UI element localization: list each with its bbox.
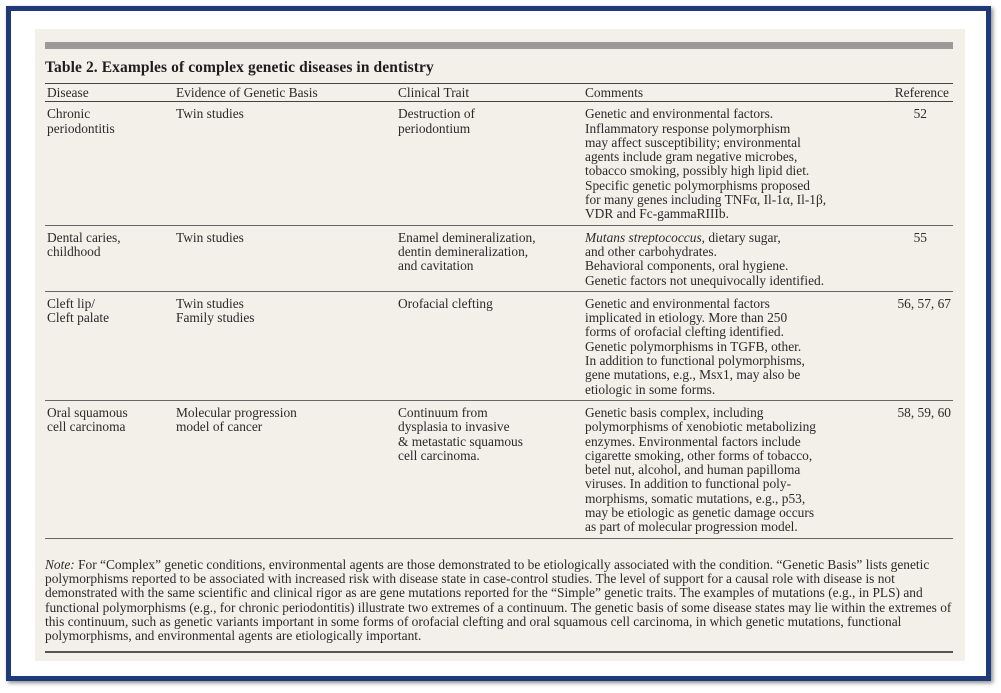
comments-cell (583, 225, 880, 291)
table-row (45, 225, 953, 291)
cell-line: Molecular progression (176, 404, 297, 420)
cell-line: Cleft palate (47, 310, 110, 326)
cell-line: Destruction of (398, 106, 475, 122)
cell-line: dentin demineralization, (398, 243, 529, 259)
cell-line: Specific genetic polymorphisms proposed (585, 177, 810, 193)
cell-line-rest: , dietary sugar, (701, 229, 781, 245)
disease-cell (45, 225, 174, 291)
cell-line (585, 231, 878, 245)
cell-line: forms of orofacial clefting identified. (585, 324, 784, 340)
cell-line: VDR and Fc-gammaRIIIb. (585, 206, 729, 222)
cell-line: viruses. In addition to functional poly- (585, 476, 792, 492)
cell-line: betel nut, alcohol, and human papilloma (585, 462, 801, 478)
cell-line: may be etiologic as genetic damage occurs (585, 505, 815, 521)
trait-cell (396, 400, 583, 538)
table-row (45, 102, 953, 225)
cell-line: Chronic (47, 106, 91, 122)
disease-cell (45, 400, 174, 538)
cell-line: model of cancer (176, 419, 263, 435)
cell-line: Continuum from (398, 404, 488, 420)
disease-cell (45, 291, 174, 400)
table-row (45, 291, 953, 400)
reference-cell: 56, 57, 67 (880, 291, 953, 400)
cell-line: In addition to functional polymorphisms, (585, 353, 805, 369)
cell-line: as part of molecular progression model. (585, 519, 798, 535)
cell-line: cell carcinoma (47, 419, 126, 435)
image-frame (6, 6, 991, 681)
cell-line: and cavitation (398, 258, 474, 274)
cell-line: Dental caries, (47, 229, 121, 245)
cell-line: Genetic and environmental factors (585, 295, 770, 311)
column-header-evidence: Evidence of Genetic Basis (174, 84, 396, 102)
cell-line: Genetic polymorphisms in TGFB, other. (585, 338, 802, 354)
cell-line: Genetic basis complex, including (585, 404, 764, 420)
cell-line: tobacco smoking, possibly high lipid diet. (585, 163, 810, 179)
reference-cell: 58, 59, 60 (880, 400, 953, 538)
bottom-rule (45, 651, 953, 653)
cell-line: & metastatic squamous (398, 433, 523, 449)
cell-line: childhood (47, 243, 101, 259)
trait-cell (396, 225, 583, 291)
scanned-page (35, 29, 965, 661)
cell-line: agents include gram negative microbes, (585, 149, 798, 165)
table-note (45, 558, 957, 643)
cell-line: Cleft lip/ (47, 295, 95, 311)
cell-line: periodontium (398, 120, 471, 136)
cell-line: morphisms, somatic mutations, e.g., p53, (585, 490, 806, 506)
top-rule (45, 42, 953, 49)
cell-line: cell carcinoma. (398, 447, 480, 463)
cell-line: Genetic and environmental factors. (585, 106, 774, 122)
comments-cell (583, 400, 880, 538)
cell-line: periodontitis (47, 120, 115, 136)
cell-line: dysplasia to invasive (398, 419, 510, 435)
cell-line: Enamel demineralization, (398, 229, 536, 245)
cell-line: Family studies (176, 310, 255, 326)
cell-line: implicated in etiology. More than 250 (585, 310, 788, 326)
cell-line: for many genes including TNFα, Il-1α, Il-1β, (585, 192, 827, 208)
genetic-diseases-table (45, 83, 953, 539)
evidence-cell (174, 400, 396, 538)
disease-cell (45, 102, 174, 225)
evidence-cell (174, 225, 396, 291)
table-row (45, 400, 953, 538)
column-header-clinical-trait: Clinical Trait (396, 84, 583, 102)
cell-line: enzymes. Environmental factors include (585, 433, 801, 449)
column-header-comments: Comments (583, 84, 880, 102)
comments-cell (583, 291, 880, 400)
species-name: Mutans streptococcus (585, 229, 702, 245)
cell-line: gene mutations, e.g., Msx1, may also be (585, 367, 801, 383)
cell-line: Twin studies (176, 106, 244, 122)
cell-line: etiologic in some forms. (585, 381, 716, 397)
comments-cell (583, 102, 880, 225)
cell-line: Behavioral components, oral hygiene. (585, 258, 789, 274)
cell-line: polymorphisms of xenobiotic metabolizing (585, 419, 816, 435)
cell-line: cigarette smoking, other forms of tobacco, (585, 447, 813, 463)
cell-line: Orofacial clefting (398, 295, 493, 311)
note-label: Note: (45, 557, 75, 572)
header-row (45, 84, 953, 102)
reference-cell: 52 (880, 102, 953, 225)
evidence-cell (174, 291, 396, 400)
cell-line: and other carbohydrates. (585, 243, 717, 259)
table-title: Table 2. Examples of complex genetic diseases in dentistry (45, 59, 434, 76)
trait-cell (396, 102, 583, 225)
reference-cell: 55 (880, 225, 953, 291)
cell-line: Inflammatory response polymorphism (585, 120, 791, 136)
column-header-disease: Disease (45, 84, 174, 102)
evidence-cell (174, 102, 396, 225)
cell-line: Oral squamous (47, 404, 128, 420)
cell-line: Twin studies (176, 229, 244, 245)
cell-line: Twin studies (176, 295, 244, 311)
column-header-reference: Reference (880, 84, 953, 102)
note-text: For “Complex” genetic conditions, environmental agents are those demonstrated to be etiologically associated with the condition. “Genetic Basis” lists genetic polymorphisms reported to be associated with increased risk with disease state in case-control studies. The level of support for a causal role with disease is not demonstrated with the same scientific and clinical rigor as are gene mutations reported for the “Simple” genetic traits. The examples of mutations (e.g., in PLS) and functional polymorphisms (e.g., for chronic periodontitis) illustrate two extremes of a continuum. The genetic basis of some disease states may lie within the extremes of this continuum, such as genetic variants important in some forms of orofacial clefting and oral squamous cell carcinoma, in which genetic mutations, functional polymorphisms, and environmental agents are etiologically important. (45, 557, 952, 644)
trait-cell (396, 291, 583, 400)
cell-line: Genetic factors not unequivocally identified. (585, 272, 825, 288)
cell-line: may affect susceptibility; environmental (585, 134, 801, 150)
